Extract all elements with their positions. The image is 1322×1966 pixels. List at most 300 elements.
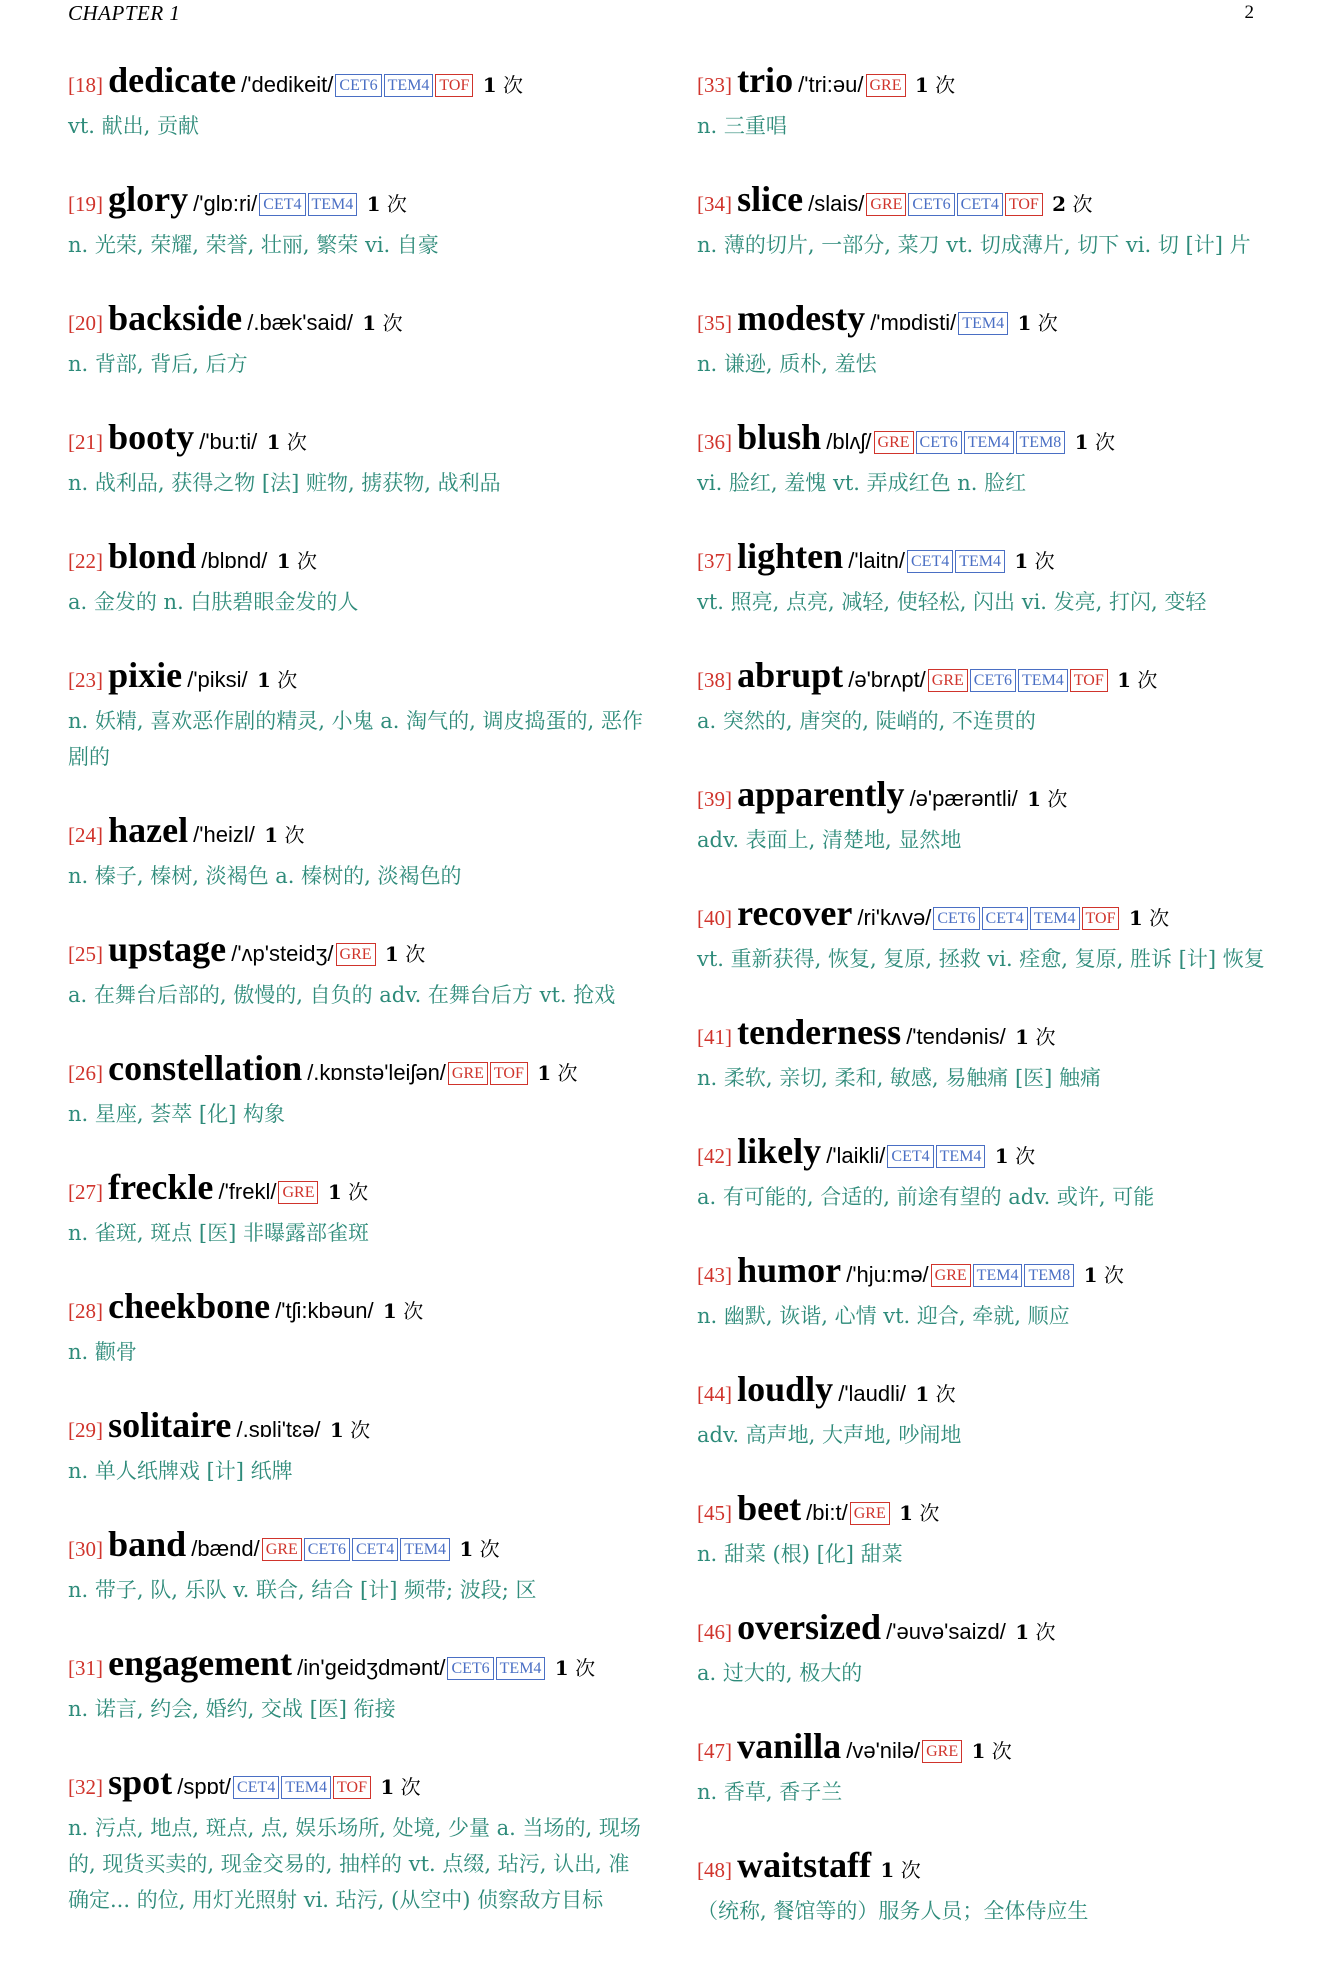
- frequency-unit: 次: [935, 1382, 956, 1406]
- entry-index: [37]: [697, 549, 732, 573]
- headword-line: [68, 419, 646, 462]
- frequency: [1122, 906, 1169, 930]
- frequency: [379, 942, 426, 966]
- vocab-entry: [697, 1609, 1275, 1691]
- vocab-entry: [697, 1371, 1275, 1453]
- frequency-count: 1: [459, 1537, 474, 1561]
- frequency: [1011, 311, 1058, 335]
- phonetic: /'tʃi:kbəun/: [275, 1298, 374, 1323]
- exam-tag: GRE: [850, 1502, 890, 1525]
- frequency-count: 1: [1117, 668, 1132, 692]
- phonetic: /'laudli/: [838, 1381, 907, 1406]
- frequency-count: 1: [257, 668, 271, 692]
- left-column: [68, 62, 646, 1955]
- definition: adv. 表面上, 清楚地, 显然地: [697, 828, 962, 852]
- headword-line: [697, 1609, 1275, 1652]
- headword: upstage: [108, 929, 227, 969]
- exam-tag: TOF: [490, 1062, 528, 1085]
- definition: n. 香草, 香子兰: [697, 1780, 843, 1804]
- frequency-count: 1: [276, 549, 291, 573]
- exam-tag: TOF: [333, 1776, 371, 1799]
- exam-tag: TEM4: [400, 1538, 450, 1561]
- headword-line: [697, 538, 1275, 581]
- headword-line: [697, 895, 1275, 938]
- vocab-entry: [697, 776, 1275, 858]
- frequency-count: 1: [915, 1382, 930, 1406]
- definition: n. 幽默, 诙谐, 心情 vt. 迎合, 牵就, 顺应: [697, 1304, 1070, 1328]
- entry-index: [23]: [68, 668, 103, 692]
- vocab-entry: [697, 1490, 1275, 1572]
- frequency-count: 1: [266, 430, 281, 454]
- phonetic: /'əuvə'saizd/: [886, 1619, 1006, 1644]
- entry-index: [18]: [68, 73, 103, 97]
- frequency: [909, 73, 956, 97]
- exam-tag: GRE: [874, 431, 914, 454]
- phonetic: /'tri:əu/: [798, 72, 864, 97]
- definition: vt. 重新获得, 恢复, 复原, 拯救 vi. 痊愈, 复原, 胜诉 [计] 恢复: [697, 947, 1265, 971]
- entry-index: [44]: [697, 1382, 732, 1406]
- phonetic: /və'nilə/: [846, 1738, 921, 1763]
- headword-line: [68, 538, 646, 581]
- frequency-count: 1: [380, 1775, 395, 1799]
- entry-index: [45]: [697, 1501, 732, 1525]
- headword-line: [697, 1252, 1275, 1295]
- frequency: [1111, 668, 1158, 692]
- definition: n. 诺言, 约会, 婚约, 交战 [医] 衔接: [68, 1697, 396, 1721]
- entry-index: [43]: [697, 1263, 732, 1287]
- frequency: [476, 73, 523, 97]
- headword: slice: [737, 179, 804, 219]
- headword: blond: [108, 536, 197, 576]
- headword-line: [697, 1728, 1275, 1771]
- definition: n. 光荣, 荣耀, 荣誉, 壮丽, 繁荣 vi. 自豪: [68, 233, 439, 257]
- exam-tag: GRE: [928, 669, 968, 692]
- exam-tag: GRE: [278, 1181, 318, 1204]
- page-number: 2: [1244, 2, 1254, 23]
- entry-index: [21]: [68, 430, 103, 454]
- phonetic: /ə'brʌpt/: [848, 667, 926, 692]
- exam-tag: CET4: [957, 193, 1003, 216]
- vocab-entry: [697, 657, 1275, 739]
- phonetic: /'frekl/: [218, 1179, 277, 1204]
- vocab-entry: [697, 62, 1275, 144]
- frequency: [1009, 1025, 1056, 1049]
- phonetic: /bænd/: [191, 1536, 260, 1561]
- definition: vt. 献出, 贡献: [68, 114, 200, 138]
- exam-tag: GRE: [866, 193, 906, 216]
- headword: solitaire: [108, 1405, 232, 1445]
- headword-line: [697, 1133, 1275, 1176]
- phonetic: /'heizl/: [193, 822, 255, 847]
- frequency-count: 1: [482, 73, 497, 97]
- headword-line: [68, 1288, 646, 1331]
- frequency: [531, 1061, 578, 1085]
- definition: n. 三重唱: [697, 114, 787, 138]
- definition: n. 背部, 背后, 后方: [68, 352, 248, 376]
- phonetic: /'bu:ti/: [199, 429, 258, 454]
- headword: vanilla: [737, 1726, 842, 1766]
- frequency-count: 1: [914, 73, 929, 97]
- entry-index: [20]: [68, 311, 103, 335]
- headword-line: [68, 62, 646, 105]
- definition: n. 单人纸牌戏 [计] 纸牌: [68, 1459, 293, 1483]
- page-header: [68, 0, 1254, 26]
- frequency-unit: 次: [1137, 668, 1158, 692]
- exam-tag: TEM4: [1030, 907, 1080, 930]
- entry-index: [48]: [697, 1858, 732, 1882]
- vocab-entry: [68, 1288, 646, 1370]
- entry-index: [42]: [697, 1144, 732, 1168]
- entry-index: [38]: [697, 668, 732, 692]
- exam-tag: CET4: [887, 1145, 933, 1168]
- headword: beet: [737, 1488, 802, 1528]
- frequency: [1021, 787, 1068, 811]
- headword-line: [697, 300, 1275, 343]
- headword-line: [68, 657, 646, 700]
- exam-tag: CET4: [907, 550, 953, 573]
- frequency-unit: 次: [900, 1858, 921, 1882]
- entry-index: [31]: [68, 1656, 103, 1680]
- frequency-count: 1: [899, 1501, 914, 1525]
- headword: recover: [737, 893, 853, 933]
- headword: pixie: [108, 655, 183, 695]
- frequency-unit: 次: [1034, 549, 1055, 573]
- frequency: [360, 192, 407, 216]
- headword: cheekbone: [108, 1286, 271, 1326]
- phonetic: /ri'kʌvə/: [857, 905, 932, 930]
- headword-line: [697, 1847, 1275, 1890]
- headword-line: [697, 1371, 1275, 1414]
- headword: tenderness: [737, 1012, 902, 1052]
- definition: a. 有可能的, 合适的, 前途有望的 adv. 或许, 可能: [697, 1185, 1155, 1209]
- definition: n. 谦逊, 质朴, 羞怯: [697, 352, 877, 376]
- entry-index: [40]: [697, 906, 732, 930]
- frequency: [377, 1299, 424, 1323]
- vocab-entry: [68, 1407, 646, 1489]
- headword-line: [697, 62, 1275, 105]
- exam-tag: CET4: [982, 907, 1028, 930]
- headword: blush: [737, 417, 822, 457]
- headword-line: [68, 931, 646, 974]
- vocab-entry: [697, 1847, 1275, 1929]
- entry-index: [32]: [68, 1775, 103, 1799]
- definition: a. 过大的, 极大的: [697, 1661, 863, 1685]
- definition: n. 柔软, 亲切, 柔和, 敏感, 易触痛 [医] 触痛: [697, 1066, 1102, 1090]
- frequency-unit: 次: [1094, 430, 1115, 454]
- entry-index: [47]: [697, 1739, 732, 1763]
- phonetic: /blɒnd/: [201, 548, 268, 573]
- exam-tag: TEM4: [958, 312, 1008, 335]
- exam-tag: TOF: [435, 74, 473, 97]
- frequency-count: 1: [1083, 1263, 1098, 1287]
- phonetic: /'piksi/: [187, 667, 248, 692]
- headword: waitstaff: [737, 1845, 872, 1885]
- headword-line: [697, 1490, 1275, 1533]
- frequency: [874, 1858, 921, 1882]
- exam-tag: CET6: [970, 669, 1016, 692]
- frequency-count: 1: [994, 1144, 1009, 1168]
- phonetic: /bi:t/: [806, 1500, 848, 1525]
- headword: oversized: [737, 1607, 882, 1647]
- headword-line: [68, 181, 646, 224]
- definition: n. 战利品, 获得之物 [法] 赃物, 掳获物, 战利品: [68, 471, 501, 495]
- vocab-entry: [68, 181, 646, 263]
- vocab-entry: [68, 1526, 646, 1608]
- vocab-entry: [697, 1133, 1275, 1215]
- definition: n. 榛子, 榛树, 淡褐色 a. 榛树的, 淡褐色的: [68, 864, 462, 888]
- definition: n. 带子, 队, 乐队 v. 联合, 结合 [计] 频带; 波段; 区: [68, 1578, 537, 1602]
- vocab-entry: [68, 812, 646, 894]
- vocab-entry: [68, 538, 646, 620]
- frequency: [909, 1382, 956, 1406]
- exam-tag: TEM8: [1024, 1264, 1074, 1287]
- phonetic: /spɒt/: [177, 1774, 232, 1799]
- definition: n. 妖精, 喜欢恶作剧的精灵, 小鬼 a. 淘气的, 调皮捣蛋的, 恶作剧的: [68, 709, 643, 769]
- frequency-count: 1: [384, 942, 399, 966]
- phonetic: /'dedikeit/: [241, 72, 334, 97]
- frequency-count: 1: [1015, 1025, 1030, 1049]
- entry-index: [26]: [68, 1061, 103, 1085]
- frequency-unit: 次: [1035, 1620, 1056, 1644]
- frequency: [453, 1537, 500, 1561]
- vocab-entry: [68, 1050, 646, 1132]
- exam-tag: GRE: [866, 74, 906, 97]
- definition: n. 薄的切片, 一部分, 菜刀 vt. 切成薄片, 切下 vi. 切 [计] 片: [697, 233, 1251, 257]
- frequency-count: 1: [1027, 787, 1041, 811]
- exam-tag: TEM4: [496, 1657, 546, 1680]
- headword: glory: [108, 179, 189, 219]
- frequency-unit: 次: [1037, 311, 1058, 335]
- exam-tag: TEM4: [384, 74, 434, 97]
- definition: vt. 照亮, 点亮, 减轻, 使轻松, 闪出 vi. 发亮, 打闪, 变轻: [697, 590, 1207, 614]
- headword: modesty: [737, 298, 866, 338]
- exam-tag: TEM4: [973, 1264, 1023, 1287]
- definition: （统称, 餐馆等的）服务人员；全体侍应生: [697, 1899, 1089, 1923]
- vocab-entry: [697, 419, 1275, 501]
- frequency-unit: 次: [350, 1418, 371, 1442]
- entry-index: [27]: [68, 1180, 103, 1204]
- frequency-unit: 次: [1072, 192, 1093, 216]
- exam-tag: CET6: [933, 907, 979, 930]
- frequency-unit: 次: [400, 1775, 421, 1799]
- frequency: [893, 1501, 940, 1525]
- frequency-unit: 次: [284, 823, 305, 847]
- entry-index: [22]: [68, 549, 103, 573]
- exam-tag: GRE: [336, 943, 376, 966]
- frequency-unit: 次: [1015, 1144, 1036, 1168]
- exam-tag: GRE: [922, 1740, 962, 1763]
- exam-tag: CET4: [259, 193, 305, 216]
- headword-line: [697, 181, 1275, 224]
- frequency-count: 1: [1128, 906, 1143, 930]
- frequency-unit: 次: [348, 1180, 369, 1204]
- exam-tag: CET6: [908, 193, 954, 216]
- exam-tag: GRE: [448, 1062, 488, 1085]
- frequency-unit: 次: [991, 1739, 1012, 1763]
- headword: lighten: [737, 536, 844, 576]
- headword: trio: [737, 60, 794, 100]
- exam-tag: TEM8: [1016, 431, 1066, 454]
- entry-index: [30]: [68, 1537, 103, 1561]
- definition: n. 污点, 地点, 斑点, 点, 娱乐场所, 处境, 少量 a. 当场的, 现场的, 现货买卖的, 现金交易的, 抽样的 vt. 点缀, 玷污, 认出, 准确定... 的位, 用灯光照射 vi. 玷污, (从空中) 侦察敌方目标: [68, 1816, 641, 1912]
- definition: a. 金发的 n. 白肤碧眼金发的人: [68, 590, 359, 614]
- phonetic: /'laitn/: [848, 548, 905, 573]
- definition: n. 星座, 荟萃 [化] 构象: [68, 1102, 285, 1126]
- frequency: [356, 311, 403, 335]
- entry-index: [29]: [68, 1418, 103, 1442]
- frequency: [323, 1418, 370, 1442]
- headword-line: [68, 1407, 646, 1450]
- exam-tag: TEM4: [1018, 669, 1068, 692]
- entry-index: [46]: [697, 1620, 732, 1644]
- frequency-unit: 次: [1149, 906, 1170, 930]
- frequency-unit: 次: [935, 73, 956, 97]
- frequency-count: 1: [382, 1299, 397, 1323]
- exam-tag: CET6: [447, 1657, 493, 1680]
- vocab-entry: [697, 300, 1275, 382]
- definition: a. 在舞台后部的, 傲慢的, 自负的 adv. 在舞台后方 vt. 抢戏: [68, 983, 616, 1007]
- entry-index: [34]: [697, 192, 732, 216]
- frequency-count: 1: [1074, 430, 1089, 454]
- exam-tag: TOF: [1082, 907, 1120, 930]
- headword: abrupt: [737, 655, 844, 695]
- exam-tag: CET6: [916, 431, 962, 454]
- entry-index: [28]: [68, 1299, 103, 1323]
- phonetic: /'ʌp'steidʒ/: [231, 941, 334, 966]
- phonetic: /'laikli/: [826, 1143, 886, 1168]
- exam-tag: TEM4: [964, 431, 1014, 454]
- exam-tag: CET4: [352, 1538, 398, 1561]
- frequency: [251, 668, 298, 692]
- entry-index: [33]: [697, 73, 732, 97]
- headword-line: [68, 300, 646, 343]
- frequency: [1068, 430, 1115, 454]
- vocab-entry: [697, 1014, 1275, 1096]
- definition: adv. 高声地, 大声地, 吵闹地: [697, 1423, 962, 1447]
- headword: humor: [737, 1250, 842, 1290]
- phonetic: /ə'pærəntli/: [909, 786, 1018, 811]
- frequency-count: 1: [554, 1656, 569, 1680]
- vocab-entry: [68, 1645, 646, 1727]
- frequency-count: 1: [880, 1858, 895, 1882]
- frequency-unit: 次: [557, 1061, 578, 1085]
- frequency: [1077, 1263, 1124, 1287]
- vocab-entry: [697, 1252, 1275, 1334]
- exam-tag: TEM4: [281, 1776, 331, 1799]
- phonetic: /.kɒnstə'leiʃən/: [307, 1060, 446, 1085]
- headword: apparently: [737, 774, 905, 814]
- frequency-unit: 次: [277, 668, 298, 692]
- definition: n. 颧骨: [68, 1340, 137, 1364]
- phonetic: /'mɒdisti/: [870, 310, 957, 335]
- frequency-unit: 次: [503, 73, 523, 97]
- vocab-entry: [68, 1169, 646, 1251]
- frequency-unit: 次: [479, 1537, 500, 1561]
- headword: hazel: [108, 810, 189, 850]
- frequency-count: 1: [366, 192, 381, 216]
- phonetic: /.sɒli'tɛə/: [236, 1417, 321, 1442]
- frequency-unit: 次: [286, 430, 307, 454]
- frequency: [548, 1656, 595, 1680]
- definition: n. 甜菜 (根) [化] 甜菜: [697, 1542, 903, 1566]
- headword: engagement: [108, 1643, 293, 1683]
- frequency-unit: 次: [1035, 1025, 1056, 1049]
- phonetic: /blʌʃ/: [826, 429, 872, 454]
- frequency: [260, 430, 307, 454]
- frequency-count: 1: [329, 1418, 344, 1442]
- phonetic: /in'geidʒdmənt/: [297, 1655, 446, 1680]
- phonetic: /'tendənis/: [906, 1024, 1006, 1049]
- vocab-entry: [68, 1764, 646, 1918]
- frequency-unit: 次: [405, 942, 426, 966]
- headword: backside: [108, 298, 243, 338]
- entry-index: [24]: [68, 823, 103, 847]
- headword: dedicate: [108, 60, 237, 100]
- headword-line: [68, 1645, 646, 1688]
- entry-index: [19]: [68, 192, 103, 216]
- headword-line: [697, 419, 1275, 462]
- frequency: [1009, 1620, 1056, 1644]
- phonetic: /'hju:mə/: [846, 1262, 929, 1287]
- frequency: [1046, 192, 1093, 216]
- headword: freckle: [108, 1167, 214, 1207]
- entry-index: [41]: [697, 1025, 732, 1049]
- frequency-count: 2: [1052, 192, 1067, 216]
- frequency-unit: 次: [296, 549, 317, 573]
- headword: constellation: [108, 1048, 303, 1088]
- frequency-unit: 次: [575, 1656, 596, 1680]
- entry-index: [39]: [697, 787, 732, 811]
- exam-tag: GRE: [931, 1264, 971, 1287]
- definition: a. 突然的, 唐突的, 陡峭的, 不连贯的: [697, 709, 1036, 733]
- headword-line: [68, 1169, 646, 1212]
- frequency-unit: 次: [1047, 787, 1068, 811]
- frequency-unit: 次: [403, 1299, 424, 1323]
- headword-line: [697, 1014, 1275, 1057]
- frequency: [270, 549, 317, 573]
- vocab-entry: [697, 538, 1275, 620]
- vocab-entry: [697, 895, 1275, 977]
- frequency: [988, 1144, 1035, 1168]
- frequency: [965, 1739, 1012, 1763]
- entry-index: [36]: [697, 430, 732, 454]
- frequency-count: 1: [537, 1061, 552, 1085]
- headword-line: [68, 1526, 646, 1569]
- exam-tag: TOF: [1070, 669, 1108, 692]
- chapter-title: CHAPTER 1: [68, 0, 181, 25]
- frequency: [321, 1180, 368, 1204]
- exam-tag: TEM4: [955, 550, 1005, 573]
- right-column: [697, 62, 1275, 1966]
- definition: n. 雀斑, 斑点 [医] 非曝露部雀斑: [68, 1221, 369, 1245]
- headword-line: [68, 1764, 646, 1807]
- exam-tag: TEM4: [936, 1145, 986, 1168]
- vocab-entry: [697, 1728, 1275, 1810]
- frequency-count: 1: [327, 1180, 342, 1204]
- vocab-entry: [68, 657, 646, 775]
- frequency-count: 1: [1015, 1620, 1030, 1644]
- headword: likely: [737, 1131, 822, 1171]
- frequency-count: 1: [1017, 311, 1032, 335]
- headword: loudly: [737, 1369, 834, 1409]
- phonetic: /slais/: [808, 191, 865, 216]
- frequency-count: 1: [362, 311, 377, 335]
- frequency: [374, 1775, 421, 1799]
- headword-line: [68, 1050, 646, 1093]
- exam-tag: GRE: [262, 1538, 302, 1561]
- entry-index: [35]: [697, 311, 732, 335]
- headword: spot: [108, 1762, 173, 1802]
